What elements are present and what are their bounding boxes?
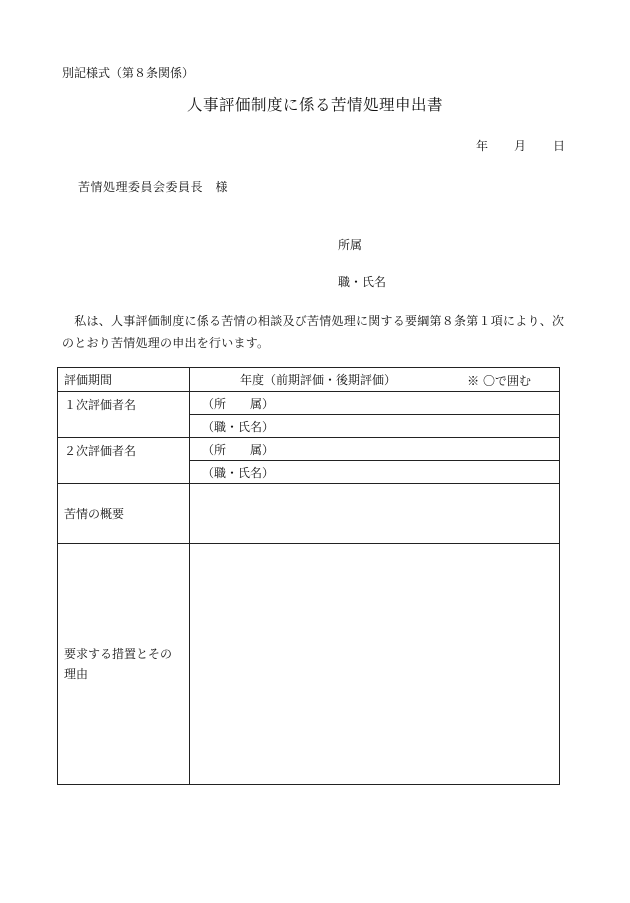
form-label: 別記様式（第８条関係）: [62, 66, 195, 80]
period-label: 評価期間: [58, 368, 190, 392]
evaluator1-label: [58, 392, 190, 438]
addressee: 苦情処理委員会委員長 様: [78, 180, 229, 194]
requested-measures-field[interactable]: [190, 544, 560, 785]
row-requested-measures: [58, 544, 560, 785]
date-day: 日: [553, 139, 566, 153]
row-complaint-summary: [58, 484, 560, 544]
requested-measures-label-text: 要求する措置とその理由: [64, 647, 173, 681]
evaluator2-affiliation-text: （所 属）: [202, 442, 275, 457]
period-field[interactable]: [190, 368, 560, 392]
applicant-name-label: 職・氏名: [338, 275, 387, 289]
body-paragraph: 私は、人事評価制度に係る苦情の相談及び苦情処理に関する要綱第８条第１項により、次のとおり苦情処理の申出を行います。: [62, 314, 565, 350]
evaluator1-name-field[interactable]: [190, 415, 560, 438]
row-period: [58, 368, 560, 392]
complaint-summary-field[interactable]: [190, 484, 560, 544]
date-month: 月: [514, 139, 527, 153]
evaluator1-affiliation-field[interactable]: [190, 392, 560, 415]
complaint-summary-label: 苦情の概要: [58, 484, 190, 544]
row-evaluator2-affiliation: [58, 438, 560, 461]
evaluator2-name-field[interactable]: [190, 461, 560, 484]
complaint-form-table: [57, 367, 560, 785]
applicant-affiliation-label: 所属: [338, 238, 363, 252]
evaluator2-affiliation-field[interactable]: [190, 438, 560, 461]
evaluator2-name-text: （職・氏名）: [202, 465, 275, 480]
row-evaluator1-affiliation: [58, 392, 560, 415]
evaluator1-affiliation-text: （所 属）: [202, 396, 275, 411]
evaluator2-label: [58, 438, 190, 484]
evaluator1-name-text: （職・氏名）: [202, 419, 275, 434]
period-note: ※ 〇で囲む: [467, 374, 531, 388]
document-title: 人事評価制度に係る苦情処理申出書: [186, 96, 443, 114]
requested-measures-label: [58, 544, 190, 785]
date-year: 年: [476, 139, 489, 153]
period-value: 年度（前期評価・後期評価）: [240, 373, 397, 387]
evaluator1-label-text: １次評価者名: [64, 398, 137, 412]
evaluator2-label-text: ２次評価者名: [64, 444, 137, 458]
